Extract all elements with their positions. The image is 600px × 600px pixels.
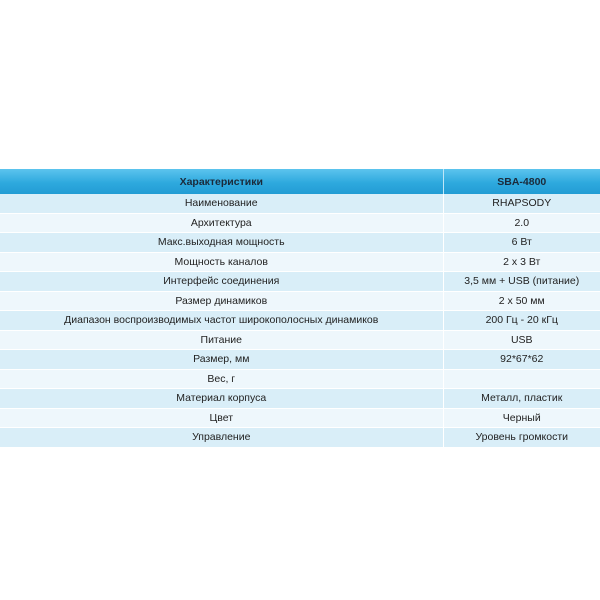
- row-value: 2 x 3 Вт: [443, 252, 600, 272]
- row-value: Черный: [443, 408, 600, 428]
- row-label: Питание: [0, 330, 443, 350]
- spec-table: [0, 169, 600, 448]
- table-header-row: [0, 169, 600, 194]
- row-value: USB: [443, 330, 600, 350]
- table-row: [0, 213, 600, 233]
- row-label: Размер динамиков: [0, 291, 443, 311]
- row-value: 6 Вт: [443, 233, 600, 253]
- table-row: [0, 194, 600, 213]
- row-value: Уровень громкости: [443, 428, 600, 448]
- row-value: 2 x 50 мм: [443, 291, 600, 311]
- table-row: [0, 252, 600, 272]
- row-label: Макс.выходная мощность: [0, 233, 443, 253]
- row-value: 200 Гц - 20 кГц: [443, 311, 600, 331]
- table-row: [0, 389, 600, 409]
- table-row: [0, 408, 600, 428]
- row-label: Материал корпуса: [0, 389, 443, 409]
- row-value: RHAPSODY: [443, 194, 600, 213]
- table-row: [0, 291, 600, 311]
- row-label: Цвет: [0, 408, 443, 428]
- header-characteristics: Характеристики: [0, 169, 443, 194]
- row-label: Диапазон воспроизводимых частот широкополосных динамиков: [0, 311, 443, 331]
- table-row: [0, 233, 600, 253]
- row-label: Наименование: [0, 194, 443, 213]
- table-row: [0, 272, 600, 292]
- table-row: [0, 369, 600, 389]
- row-value: 92*67*62: [443, 350, 600, 370]
- table-row: [0, 311, 600, 331]
- row-value: [443, 369, 600, 389]
- row-value: Металл, пластик: [443, 389, 600, 409]
- row-label: Мощность каналов: [0, 252, 443, 272]
- row-value: 3,5 мм + USB (питание): [443, 272, 600, 292]
- row-label: Интерфейс соединения: [0, 272, 443, 292]
- table-row: [0, 350, 600, 370]
- row-label: Архитектура: [0, 213, 443, 233]
- row-label: Управление: [0, 428, 443, 448]
- header-model: SBA-4800: [443, 169, 600, 194]
- row-value: 2.0: [443, 213, 600, 233]
- table-row: [0, 330, 600, 350]
- table-row: [0, 428, 600, 448]
- row-label: Вес, г: [0, 369, 443, 389]
- row-label: Размер, мм: [0, 350, 443, 370]
